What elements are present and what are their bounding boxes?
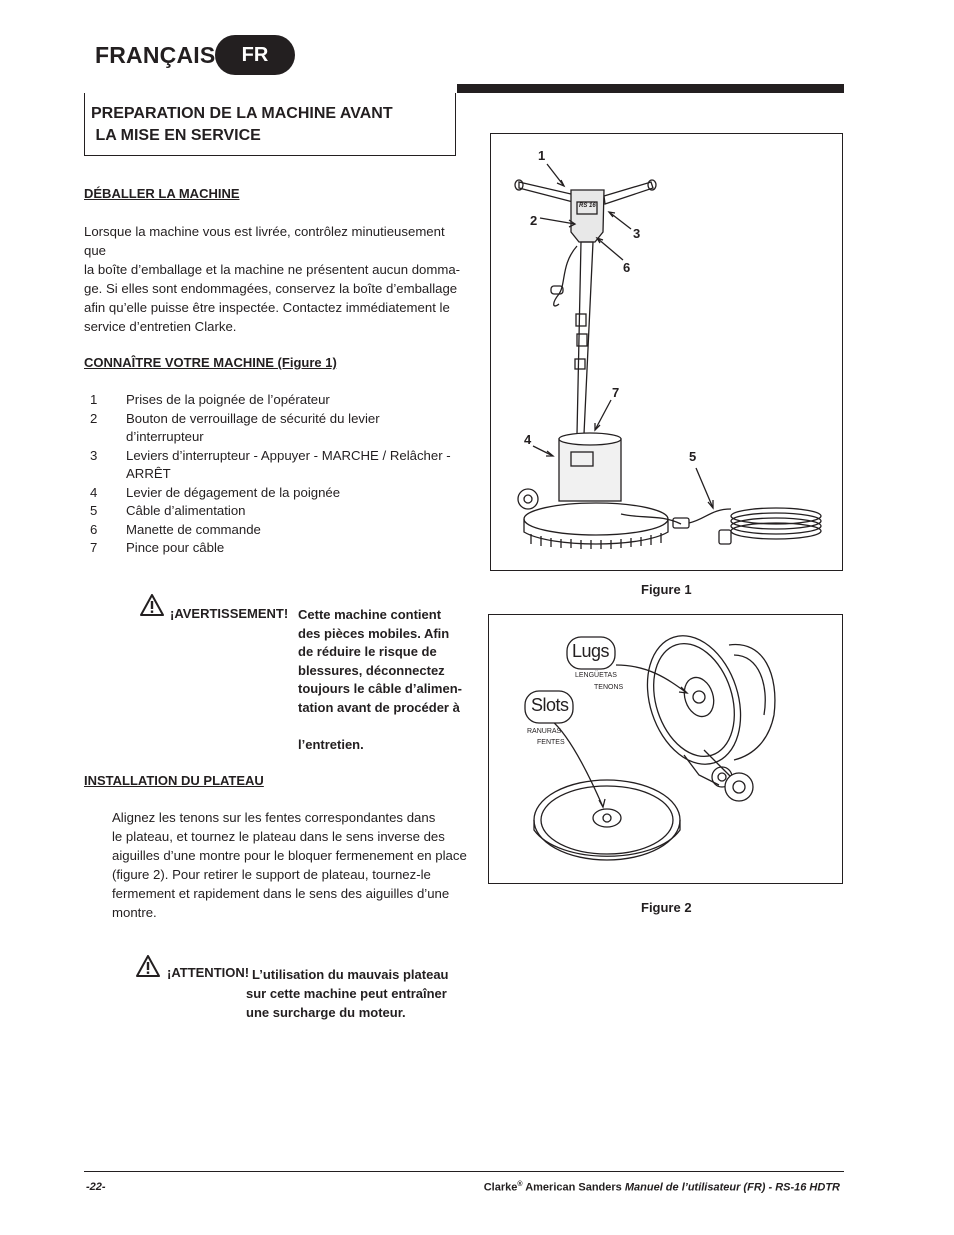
unpack-heading: DÉBALLER LA MACHINE (84, 186, 240, 201)
callout-5: 5 (689, 449, 697, 464)
section-title: PREPARATION DE LA MACHINE AVANT LA MISE EN SERVICE (91, 105, 393, 144)
callout-4: 4 (524, 432, 532, 447)
header-rule (457, 84, 844, 93)
warning-text: Cette machine contient des pièces mobiles. Afin de réduire le risque de blessures, déconnectez toujours le câble d’alimen- tation avant de procéder à l’entretien. (298, 607, 462, 753)
figure-1 (490, 133, 843, 571)
section-title-box (84, 93, 456, 156)
language-badge: FR (215, 35, 295, 75)
slots-label: Slots (531, 695, 569, 715)
attention-label: ¡ATTENTION! (167, 965, 250, 980)
unpack-paragraph: Lorsque la machine vous est livrée, contrôlez minutieusement que la boîte d’emballage et la machine ne présentent aucun domma- ge. Si elles sont endommagées, conservez la boîte d’emballage afin qu’elle puisse être inspectée. Contactez immédiatement le service d’entretien Clarke. (84, 224, 461, 334)
list-item: 1 Prises de la poignée de l’opérateur (90, 392, 330, 407)
warning-label: ¡AVERTISSEMENT! (170, 606, 289, 621)
warning-icon (140, 594, 164, 616)
install-paragraph: Alignez les tenons sur les fentes correspondantes dans le plateau, et tournez le plateau dans le sens inverse des aiguilles d’une montre pour le bloquer fermenement en place (figure 2). Pour retirer le support de plateau, tournez-le fermement et rapidement dans le sens des aiguilles d’une montre. (112, 810, 467, 920)
list-item: ARRÊT (126, 466, 171, 481)
list-item: 5 Câble d’alimentation (90, 503, 246, 518)
slots-label-fr: FENTES (537, 739, 565, 746)
floor-machine-drawing (491, 134, 841, 569)
figure-2-caption: Figure 2 (641, 900, 692, 915)
figure-1-caption: Figure 1 (641, 582, 692, 597)
list-item: 4 Levier de dégagement de la poignée (90, 484, 341, 500)
callout-2: 2 (530, 213, 538, 228)
machine-label: RS 16 (579, 203, 596, 209)
page-number: -22- (86, 1181, 106, 1193)
lugs-label-es: LENGÜETAS (575, 672, 617, 679)
footer-rule (84, 1171, 844, 1172)
attention-text: L’utilisation du mauvais plateau sur cette machine peut entraîner une surcharge du moteur. (246, 967, 449, 1020)
callout-1: 1 (538, 148, 546, 163)
list-item: 2 Bouton de verrouillage de sécurité du levier d’interrupteur (90, 410, 380, 444)
parts-list (90, 391, 460, 558)
footer-title: Clarke® American Sanders Manuel de l’utilisateur (FR) - RS-16 HDTR (483, 1181, 840, 1194)
install-heading: INSTALLATION DU PLATEAU (84, 773, 264, 788)
callout-7: 7 (612, 385, 620, 400)
list-item: 7 Pince pour câble (90, 540, 225, 555)
list-item: 3 Leviers d’interrupteur - Appuyer - MARCHE / Relâcher - (90, 447, 451, 463)
callout-6: 6 (623, 260, 631, 275)
callout-3: 3 (633, 226, 641, 241)
lugs-label-fr: TENONS (594, 684, 624, 691)
slots-label-es: RANURAS (527, 728, 562, 735)
know-heading: CONNAÎTRE VOTRE MACHINE (Figure 1) (84, 355, 337, 370)
warning-icon (136, 955, 160, 977)
language-title: FRANÇAIS (95, 42, 216, 68)
figure-2 (488, 614, 843, 884)
pad-driver-drawing (489, 615, 841, 882)
lugs-label: Lugs (572, 641, 610, 661)
list-item: 6 Manette de commande (90, 521, 261, 537)
